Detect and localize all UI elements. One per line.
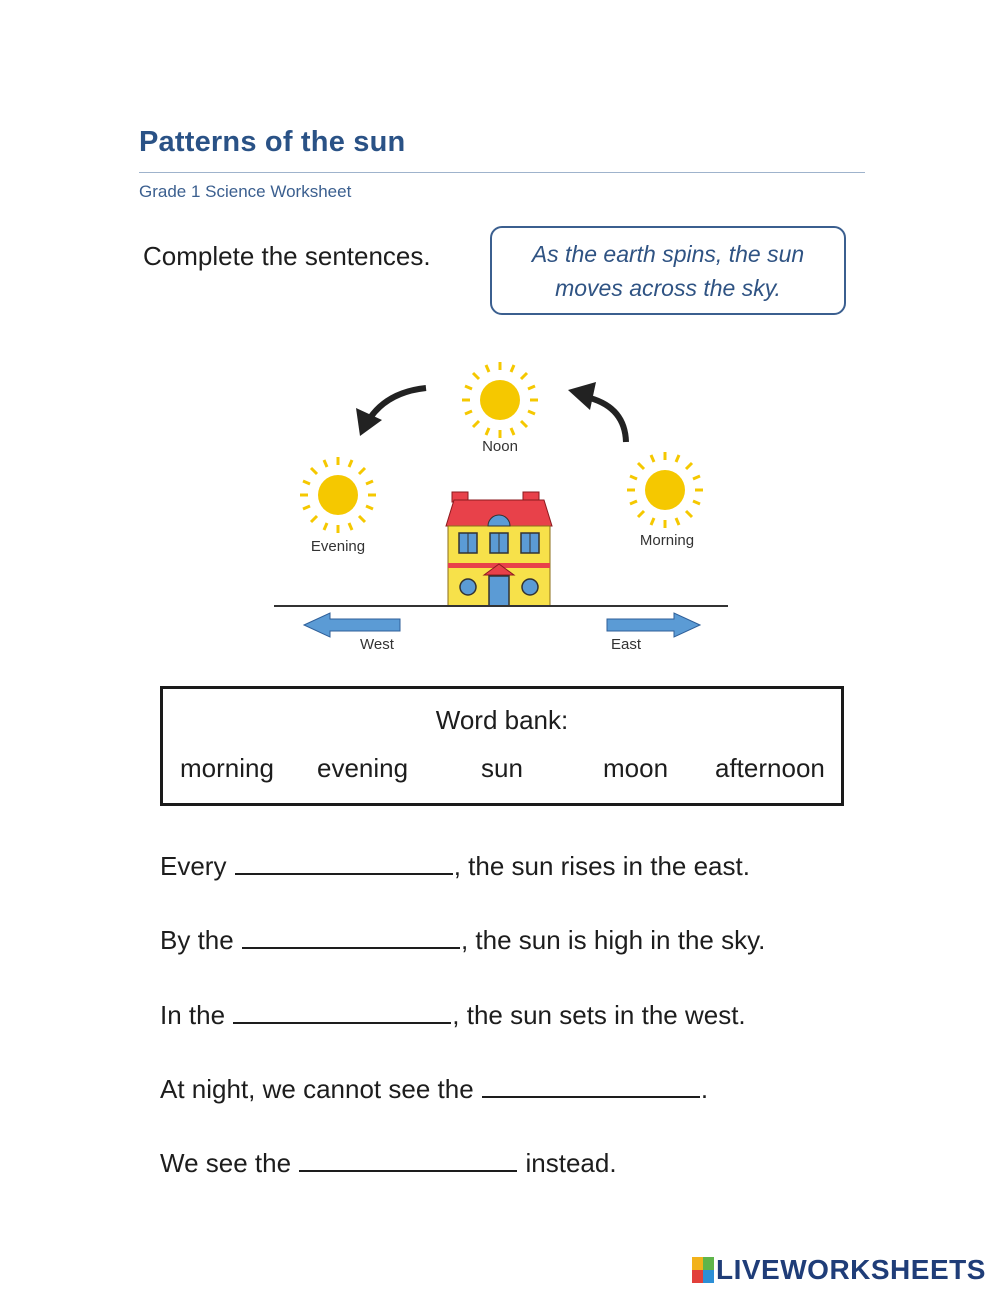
- house-icon: [446, 492, 552, 606]
- title-divider: [139, 172, 865, 173]
- answer-blank[interactable]: [235, 847, 453, 875]
- east-arrow-icon: [607, 613, 700, 637]
- sentence-text: Every: [160, 851, 234, 881]
- sentence-text: By the: [160, 925, 241, 955]
- liveworksheets-logo[interactable]: [692, 1254, 986, 1286]
- word-bank-item: moon: [603, 753, 669, 783]
- label-east: East: [610, 636, 642, 653]
- word-bank: [160, 686, 844, 806]
- sentence-5: [160, 1144, 617, 1179]
- note-text: As the earth spins, the sun moves across the sky.: [531, 240, 805, 301]
- sun-path-diagram: [260, 350, 740, 660]
- page-subtitle: Grade 1 Science Worksheet: [139, 182, 352, 201]
- word-bank-title: Word bank:: [435, 705, 569, 735]
- label-morning: Morning: [639, 532, 695, 549]
- label-evening: Evening: [310, 538, 366, 555]
- word-bank-item: afternoon: [715, 753, 825, 783]
- sentence-2: [160, 921, 765, 956]
- arrow-morning-to-noon-icon: [568, 382, 626, 442]
- arrow-noon-to-evening-icon: [356, 388, 426, 436]
- logo-text: LIVEWORKSHEETS: [716, 1254, 986, 1285]
- answer-blank[interactable]: [299, 1144, 517, 1172]
- sentence-1: [160, 847, 750, 882]
- sentence-text: , the sun is high in the sky.: [460, 925, 766, 955]
- sentence-text: In the: [160, 1000, 233, 1030]
- word-bank-item: evening: [317, 753, 409, 783]
- sentence-text: .: [700, 1074, 709, 1104]
- page-title: Patterns of the sun: [139, 126, 406, 158]
- sentence-text: instead.: [518, 1148, 617, 1178]
- label-west: West: [360, 636, 394, 653]
- answer-blank[interactable]: [482, 1070, 700, 1098]
- west-arrow-icon: [304, 613, 400, 637]
- note-box: [490, 226, 846, 315]
- sentence-4: [160, 1070, 708, 1105]
- answer-blank[interactable]: [242, 921, 460, 949]
- instruction-text: Complete the sentences.: [143, 241, 431, 271]
- sun-morning-icon: [627, 452, 703, 528]
- sentence-3: [160, 996, 746, 1031]
- sentence-text: , the sun rises in the east.: [453, 851, 750, 881]
- sentence-text: , the sun sets in the west.: [452, 1000, 746, 1030]
- word-bank-item: sun: [481, 753, 523, 783]
- sun-noon-icon: [462, 362, 538, 438]
- label-noon: Noon: [482, 438, 518, 455]
- word-bank-item: morning: [180, 753, 274, 783]
- logo-mark-icon: [692, 1257, 714, 1283]
- sun-evening-icon: [300, 457, 376, 533]
- sentence-text: At night, we cannot see the: [160, 1074, 481, 1104]
- sentence-text: We see the: [160, 1148, 299, 1178]
- answer-blank[interactable]: [233, 996, 451, 1024]
